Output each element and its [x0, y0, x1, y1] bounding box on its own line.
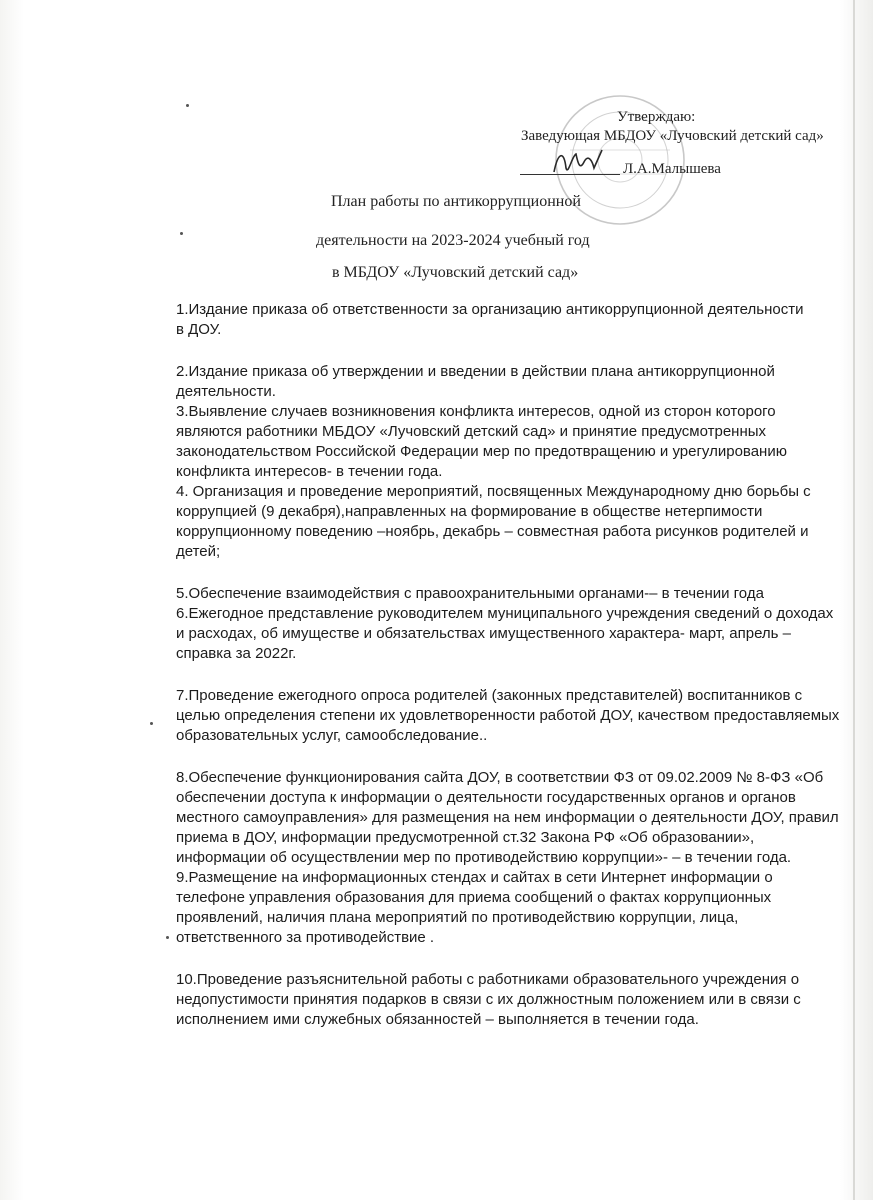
- plan-item-5: [176, 584, 846, 604]
- item-line: в ДОУ.: [176, 321, 222, 338]
- plan-item-8: [176, 768, 846, 868]
- item-line: конфликта интересов- в течении года.: [176, 463, 443, 480]
- item-line: детей;: [176, 543, 221, 560]
- item-line: 5.Обеспечение взаимодействия с правоохранительными органами-– в течении года: [176, 585, 764, 602]
- item-line: приема в ДОУ, информации предусмотренной ст.32 Закона РФ «Об образовании»,: [176, 829, 755, 846]
- speck: [166, 936, 169, 939]
- item-line: целью определения степени их удовлетворенности работой ДОУ, качеством предоставляемых: [176, 707, 840, 724]
- handwritten-signature: [548, 142, 608, 182]
- signature-line: [520, 174, 620, 175]
- title-line-3: в МБДОУ «Лучовский детский сад»: [332, 264, 579, 281]
- plan-item-4: [176, 482, 846, 562]
- item-line: 3.Выявление случаев возникновения конфликта интересов, одной из сторон которого: [176, 403, 776, 420]
- item-line: деятельности.: [176, 383, 276, 400]
- item-line: 2.Издание приказа об утверждении и введении в действии плана антикоррупционной: [176, 363, 775, 380]
- plan-item-9: [176, 868, 846, 948]
- plan-item-3: [176, 402, 846, 482]
- approver-name: Л.А.Малышева: [623, 161, 721, 177]
- speck: [186, 104, 189, 107]
- plan-item-7: [176, 686, 846, 746]
- item-line: 1.Издание приказа об ответственности за организацию антикоррупционной деятельности: [176, 301, 804, 318]
- approver-position: Заведующая МБДОУ «Лучовский детский сад»: [521, 128, 824, 144]
- item-line: телефоне управления образования для приема сообщений о фактах коррупционных: [176, 889, 772, 906]
- scan-edge: [853, 0, 855, 1200]
- item-line: обеспечении доступа к информации о деятельности государственных органов и органов: [176, 789, 796, 806]
- item-line: являются работники МБДОУ «Лучовский детский сад» и принятие предусмотренных: [176, 423, 767, 440]
- plan-item-10: [176, 970, 846, 1030]
- item-line: проявлений, наличия плана мероприятий по противодействию коррупции, лица,: [176, 909, 739, 926]
- item-line: 8.Обеспечение функционирования сайта ДОУ, в соответствии ФЗ от 09.02.2009 № 8-ФЗ «Об: [176, 769, 824, 786]
- item-line: 6.Ежегодное представление руководителем муниципального учреждения сведений о доходах: [176, 605, 834, 622]
- item-line: недопустимости принятия подарков в связи с их должностным положением или в связи с: [176, 991, 801, 1008]
- item-line: и расходах, об имуществе и обязательствах имущественного характера- март, апрель –: [176, 625, 791, 642]
- item-line: коррупционному поведению –ноябрь, декабрь – совместная работа рисунков родителей и: [176, 523, 809, 540]
- approve-word: Утверждаю:: [617, 109, 696, 125]
- item-line: местного самоуправления» для размещения на нем информации о деятельности ДОУ, правил: [176, 809, 839, 826]
- speck: [150, 722, 153, 725]
- item-line: 10.Проведение разъяснительной работы с работниками образовательного учреждения о: [176, 971, 800, 988]
- item-line: образовательных услуг, самообследование..: [176, 727, 488, 744]
- item-line: 9.Размещение на информационных стендах и сайтах в сети Интернет информации о: [176, 869, 773, 886]
- title-line-2: деятельности на 2023-2024 учебный год: [316, 232, 590, 249]
- plan-item-6: [176, 604, 846, 664]
- plan-item-2: [176, 362, 846, 402]
- item-line: информации об осуществлении мер по противодействию коррупции»- – в течении года.: [176, 849, 792, 866]
- speck: [180, 232, 183, 235]
- item-line: законодательством Российской Федерации мер по предотвращению и урегулированию: [176, 443, 787, 460]
- item-line: 4. Организация и проведение мероприятий, посвященных Международному дню борьбы с: [176, 483, 811, 500]
- item-line: справка за 2022г.: [176, 645, 297, 662]
- item-line: 7.Проведение ежегодного опроса родителей (законных представителей) воспитанников с: [176, 687, 803, 704]
- item-line: ответственного за противодействие .: [176, 929, 435, 946]
- plan-item-1: [176, 300, 846, 340]
- title-line-1: План работы по антикоррупционной: [331, 193, 581, 210]
- plan-items: [176, 300, 846, 1030]
- item-line: коррупцией (9 декабря),направленных на формирование в обществе нетерпимости: [176, 503, 763, 520]
- item-line: исполнением ими служебных обязанностей – выполняется в течении года.: [176, 1011, 699, 1028]
